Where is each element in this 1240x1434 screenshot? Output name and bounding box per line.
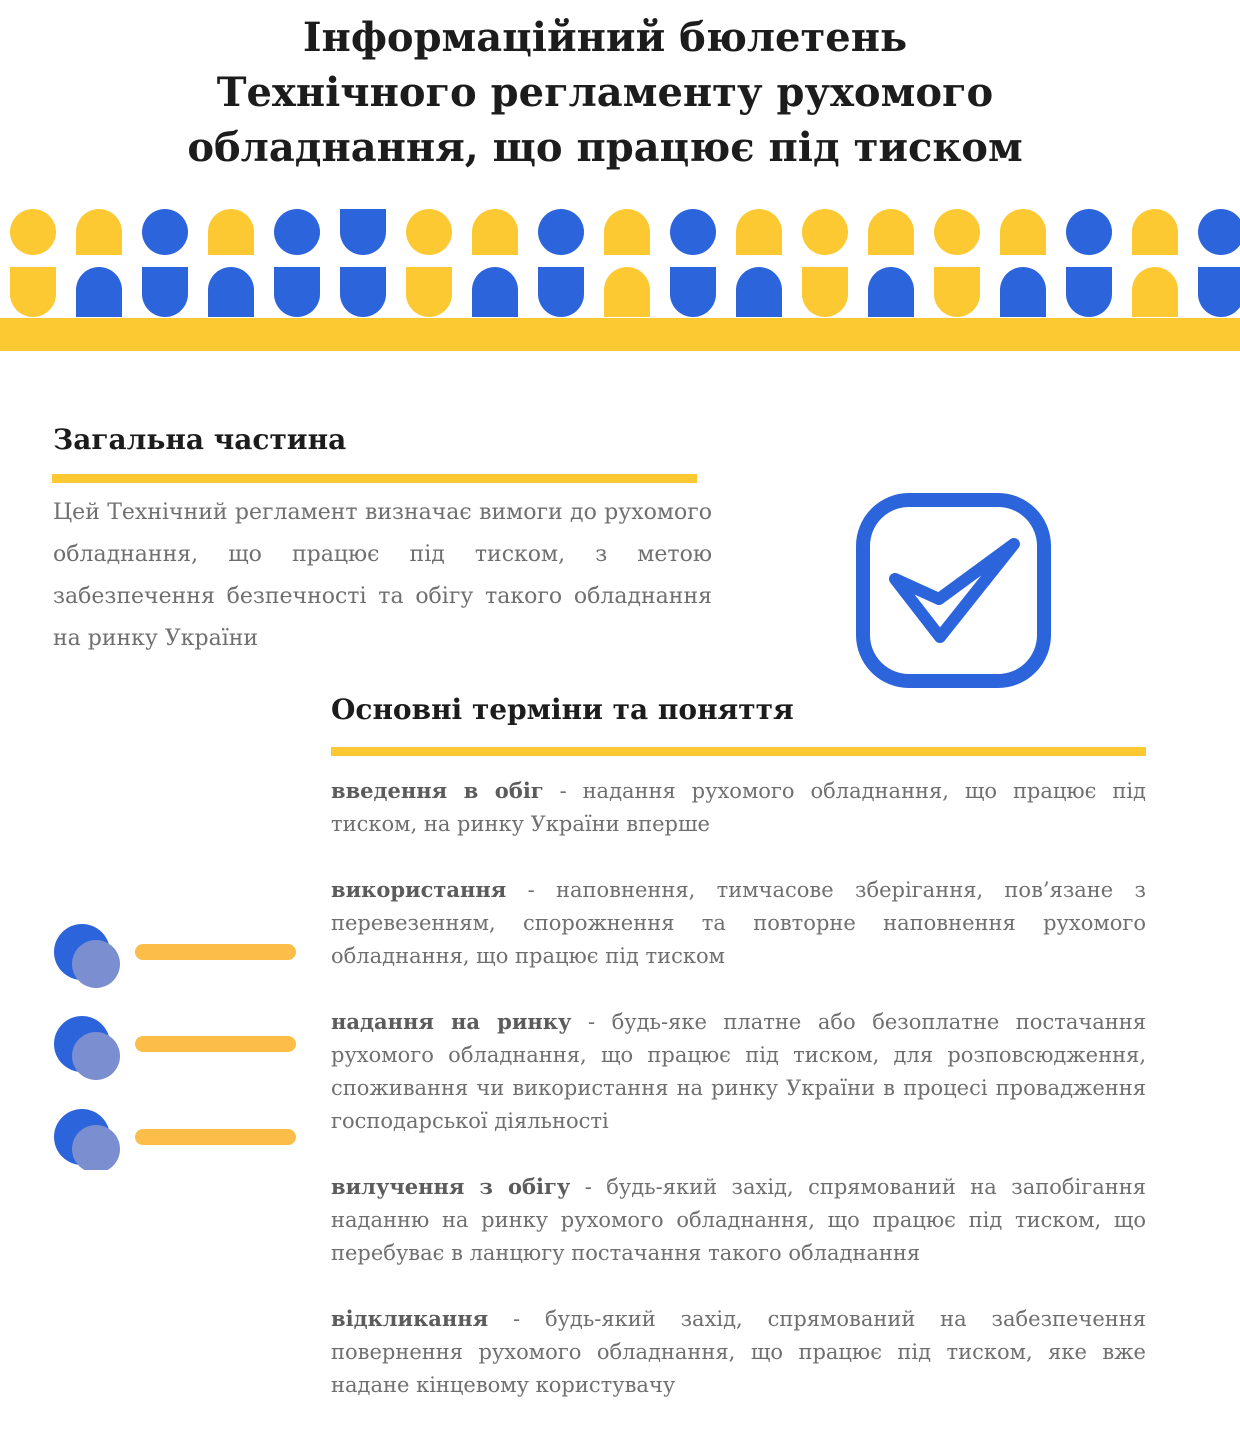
term-item	[331, 873, 1146, 973]
pattern-shape-top	[1066, 209, 1112, 255]
pattern-shape-bottom	[1000, 267, 1046, 317]
pattern-shape-top	[670, 209, 716, 255]
term-name: вилучення з обігу	[331, 1174, 571, 1199]
pattern-shape-top	[538, 209, 584, 255]
term-item	[331, 1170, 1146, 1270]
decorative-bullets	[50, 918, 300, 1170]
term-separator: -	[570, 1175, 607, 1199]
general-heading: Загальна частина	[53, 423, 347, 456]
title-line-3: обладнання, що працює під тиском	[187, 124, 1023, 171]
pattern-shape-top	[934, 209, 980, 255]
term-name: відкликання	[331, 1306, 489, 1331]
pattern-shape-bottom	[934, 267, 980, 317]
general-text: Цей Технічний регламент визначає вимоги до рухомого обладнання, що працює під тиском, з метою забезпечення безпечності та обігу такого обладнання на ринку України	[53, 500, 712, 651]
pattern-yellow-bar	[0, 318, 1240, 351]
checkbox-check-icon	[855, 492, 1055, 692]
pattern-shape-bottom	[670, 267, 716, 317]
pattern-shape-bottom	[10, 267, 56, 317]
pattern-shape-top	[604, 209, 650, 255]
pattern-shape-top	[1132, 209, 1178, 255]
pattern-shape-bottom	[1132, 267, 1178, 317]
pattern-shape-bottom	[802, 267, 848, 317]
title-line-2: Технічного регламенту рухомого	[216, 69, 994, 116]
pattern-shape-bottom	[472, 267, 518, 317]
terms-heading-underline	[331, 747, 1146, 756]
general-heading-underline	[52, 474, 697, 483]
pattern-shape-bottom	[274, 267, 320, 317]
pattern-shape-bottom	[604, 267, 650, 317]
pattern-shape-top	[76, 209, 122, 255]
pattern-shape-top	[142, 209, 188, 255]
pattern-shape-top	[340, 209, 386, 255]
pattern-shape-bottom	[868, 267, 914, 317]
pattern-shape-bottom	[406, 267, 452, 317]
pattern-shape-bottom	[142, 267, 188, 317]
pattern-shape-bottom	[736, 267, 782, 317]
pattern-shape-bottom	[208, 267, 254, 317]
term-definition: будь-яке платне або безоплатне постачання рухомого обладнання, що працює під тиском, для розповсюдження, споживання чи використання на ринку України в процесі провадження господарської діяльності	[331, 1010, 1146, 1133]
deco-bullet-3	[54, 1109, 288, 1170]
term-separator: -	[543, 779, 583, 803]
pattern-shape-bottom	[1066, 267, 1112, 317]
term-definition: будь-який захід, спрямований на забезпечення повернення рухомого обладнання, що працює під тиском, яке вже надане кінцевому користувачу	[331, 1307, 1146, 1397]
pattern-shape-top	[10, 209, 56, 255]
term-name: використання	[331, 877, 507, 902]
term-separator: -	[488, 1307, 545, 1331]
pattern-shape-bottom	[76, 267, 122, 317]
term-definition: наповнення, тимчасове зберігання, пов’язане з перевезенням, спорожнення та повторне наповнення рухомого обладнання, що працює під тиском	[331, 878, 1146, 968]
deco-bullet-1	[54, 924, 288, 988]
pattern-shape-top	[406, 209, 452, 255]
terms-list	[331, 774, 1146, 1434]
term-definition: надання рухомого обладнання, що працює під тиском, на ринку України вперше	[331, 779, 1146, 836]
pattern-shape-bottom	[538, 267, 584, 317]
term-item	[331, 1005, 1146, 1138]
decorative-pattern-band	[0, 205, 1240, 355]
page-title	[0, 10, 1210, 175]
pattern-shape-top	[274, 209, 320, 255]
term-name: введення в обіг	[331, 778, 544, 803]
term-separator: -	[571, 1010, 612, 1034]
title-line-1: Інформаційний бюлетень	[302, 14, 908, 61]
term-definition: будь-який захід, спрямований на запобігання наданню на ринку рухомого обладнання, що працює під тиском, що перебуває в ланцюгу постачання такого обладнання	[331, 1175, 1146, 1265]
pattern-shape-top	[802, 209, 848, 255]
pattern-shape-top	[472, 209, 518, 255]
pattern-shape-top	[208, 209, 254, 255]
deco-bullet-2	[54, 1016, 288, 1080]
term-separator: -	[506, 878, 557, 902]
term-name: надання на ринку	[331, 1009, 572, 1034]
term-item	[331, 774, 1146, 841]
pattern-shape-top	[1000, 209, 1046, 255]
pattern-shape-bottom	[1198, 267, 1240, 317]
pattern-shape-top	[736, 209, 782, 255]
pattern-shape-top	[1198, 209, 1240, 255]
terms-heading: Основні терміни та поняття	[331, 693, 794, 726]
term-item	[331, 1302, 1146, 1402]
pattern-shape-top	[868, 209, 914, 255]
pattern-shape-bottom	[340, 267, 386, 317]
